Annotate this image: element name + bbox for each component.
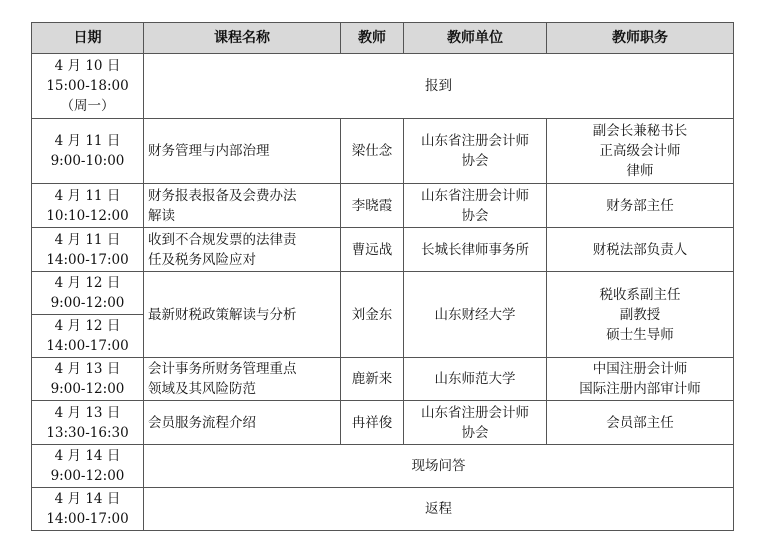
table-row [32, 54, 734, 119]
position-line: 律师 [626, 163, 654, 179]
header-course: 课程名称 [144, 23, 341, 54]
course-cell [144, 119, 341, 184]
date-cell [32, 119, 144, 184]
date-time: 15:00-18:00 [46, 78, 129, 94]
course-line: 财务报表报备及会费办法 [148, 187, 297, 204]
merged-cell: 报到 [144, 54, 734, 119]
course-line: 领域及其风险防范 [148, 381, 256, 397]
course-line: 收到不合规发票的法律责 [148, 231, 297, 248]
teacher-cell: 曹远战 [341, 228, 404, 272]
merged-cell: 返程 [144, 488, 734, 531]
header-date: 日期 [32, 23, 144, 54]
date-day: 4 月 12 日 [54, 318, 121, 334]
header-teacher: 教师 [341, 23, 404, 54]
date-time: 9:00-12:00 [50, 295, 125, 311]
date-cell [32, 184, 144, 228]
position-cell [547, 358, 734, 401]
course-line: 会计事务所财务管理重点 [148, 361, 297, 377]
date-cell [32, 315, 144, 358]
course-cell [144, 272, 341, 358]
date-day: 4 月 14 日 [54, 448, 121, 464]
date-time: 10:10-12:00 [46, 207, 129, 224]
unit-line: 协会 [461, 153, 489, 169]
date-cell [32, 54, 144, 119]
date-cell [32, 228, 144, 272]
unit-line: 协会 [461, 424, 489, 441]
position-line: 国际注册内部审计师 [579, 381, 701, 397]
position-cell [547, 184, 734, 228]
position-line: 硕士生导师 [606, 326, 674, 343]
position-cell [547, 228, 734, 272]
position-line: 正高级会计师 [599, 143, 681, 159]
date-cell [32, 272, 144, 315]
unit-line: 山东师范大学 [434, 371, 516, 387]
teacher-cell: 刘金东 [341, 272, 404, 358]
unit-line: 山东省注册会计师 [421, 187, 529, 204]
date-cell [32, 358, 144, 401]
date-time: 14:00-17:00 [46, 511, 129, 527]
date-day: 4 月 10 日 [54, 58, 121, 74]
date-cell [32, 488, 144, 531]
table-row [32, 401, 734, 445]
date-day: 4 月 11 日 [54, 133, 121, 149]
date-time: 9:00-10:00 [50, 153, 125, 169]
unit-cell [404, 228, 547, 272]
course-cell [144, 184, 341, 228]
date-cell [32, 401, 144, 445]
position-line: 会员部主任 [606, 414, 674, 431]
date-time: 13:30-16:30 [46, 424, 129, 441]
date-time: 9:00-12:00 [50, 468, 125, 484]
unit-cell [404, 119, 547, 184]
course-cell [144, 358, 341, 401]
position-line: 副会长兼秘书长 [592, 123, 688, 139]
date-day: 4 月 14 日 [54, 491, 121, 507]
unit-cell [404, 358, 547, 401]
course-cell [144, 228, 341, 272]
teacher-cell: 梁仕念 [341, 119, 404, 184]
date-weekday: （周一） [60, 98, 115, 114]
position-cell [547, 119, 734, 184]
unit-cell [404, 401, 547, 445]
course-cell [144, 401, 341, 445]
position-line: 副教授 [619, 306, 661, 323]
course-line: 财务管理与内部治理 [148, 143, 270, 159]
unit-line: 协会 [461, 207, 489, 224]
date-day: 4 月 11 日 [54, 231, 121, 248]
date-day: 4 月 11 日 [54, 187, 121, 204]
teacher-cell: 李晓霞 [341, 184, 404, 228]
date-cell [32, 445, 144, 488]
header-row [32, 23, 734, 54]
date-day: 4 月 12 日 [54, 275, 121, 291]
table-row [32, 445, 734, 488]
unit-line: 山东省注册会计师 [421, 404, 529, 421]
position-cell [547, 272, 734, 358]
unit-cell [404, 272, 547, 358]
position-line: 税收系副主任 [599, 286, 681, 303]
table-row [32, 272, 734, 315]
table-row [32, 119, 734, 184]
table-row [32, 358, 734, 401]
date-time: 14:00-17:00 [46, 338, 129, 354]
course-line: 解读 [148, 207, 175, 224]
unit-line: 长城长律师事务所 [421, 241, 529, 258]
course-line: 最新财税政策解读与分析 [148, 306, 297, 323]
course-line: 会员服务流程介绍 [148, 414, 256, 431]
table-row [32, 184, 734, 228]
teacher-cell: 鹿新来 [341, 358, 404, 401]
header-unit: 教师单位 [404, 23, 547, 54]
course-line: 任及税务风险应对 [148, 251, 256, 268]
merged-cell: 现场问答 [144, 445, 734, 488]
table-row [32, 488, 734, 531]
date-time: 14:00-17:00 [46, 251, 129, 268]
header-position: 教师职务 [547, 23, 734, 54]
unit-line: 山东财经大学 [434, 306, 516, 323]
date-day: 4 月 13 日 [54, 361, 121, 377]
schedule-table [31, 22, 734, 531]
position-line: 中国注册会计师 [592, 361, 688, 377]
unit-line: 山东省注册会计师 [421, 133, 529, 149]
table-row [32, 228, 734, 272]
date-time: 9:00-12:00 [50, 381, 125, 397]
position-line: 财务部主任 [606, 197, 674, 214]
position-line: 财税法部负责人 [592, 241, 688, 258]
date-day: 4 月 13 日 [54, 404, 121, 421]
position-cell [547, 401, 734, 445]
unit-cell [404, 184, 547, 228]
schedule-table-wrapper [31, 22, 734, 531]
teacher-cell: 冉祥俊 [341, 401, 404, 445]
